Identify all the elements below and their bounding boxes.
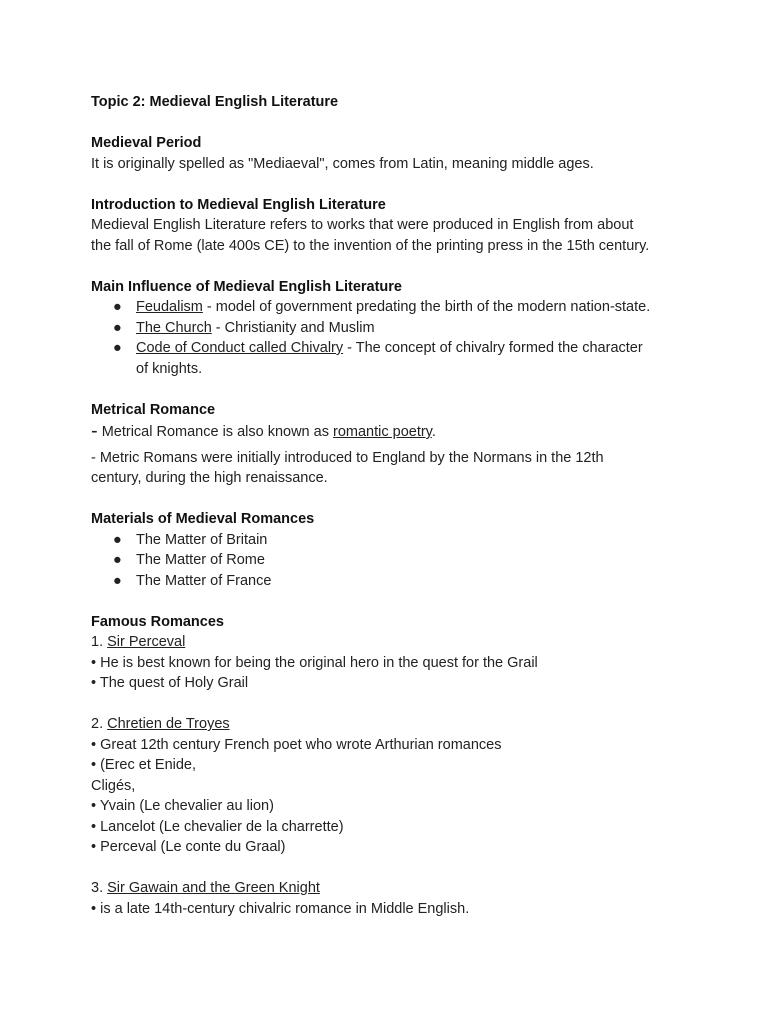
material-item: The Matter of France xyxy=(136,572,272,589)
romance-1-line: • The quest of Holy Grail xyxy=(91,675,249,691)
romance-1-title-line xyxy=(91,632,691,653)
influence-term-feudalism: Feudalism xyxy=(136,299,203,315)
document-title: Topic 2: Medieval English Literature xyxy=(91,94,339,110)
influence-desc: - The concept of chivalry formed the character xyxy=(343,340,643,356)
list-item xyxy=(91,318,691,339)
metrical-romance-line-2: - Metric Romans were initially introduced to England by the Normans in the 12th xyxy=(91,449,604,466)
romance-2-line: Cligés, xyxy=(91,777,136,794)
romance-2-title-line xyxy=(91,714,691,735)
romance-2-line: • Lancelot (Le chevalier de la charrette) xyxy=(91,818,344,835)
romance-2-line: • (Erec et Enide, xyxy=(91,757,197,773)
list-item xyxy=(91,338,691,379)
romance-title-chretien-de-troyes: Chretien de Troyes xyxy=(107,716,230,732)
introduction-line-1: Medieval English Literature refers to works that were produced in English from about xyxy=(91,217,634,233)
romance-3-line: • is a late 14th-century chivalric romance in Middle English. xyxy=(91,900,470,917)
romance-2-line: • Yvain (Le chevalier au lion) xyxy=(91,798,274,814)
document-body xyxy=(91,92,691,919)
main-influence-heading: Main Influence of Medieval English Literature xyxy=(91,278,402,295)
bullet-icon: ● xyxy=(113,531,122,548)
list-item xyxy=(91,550,691,571)
metrical-romance-line-1 xyxy=(91,420,691,448)
romance-1-line: • He is best known for being the original hero in the quest for the Grail xyxy=(91,654,538,671)
introduction-heading: Introduction to Medieval English Literature xyxy=(91,196,386,213)
metrical-romance-text: Metrical Romance is also known as xyxy=(97,424,333,440)
metrical-romance-line-3: century, during the high renaissance. xyxy=(91,470,328,486)
bullet-icon: ● xyxy=(113,552,122,568)
influence-term-chivalry: Code of Conduct called Chivalry xyxy=(136,340,344,356)
influence-desc: - Christianity and Muslim xyxy=(211,319,375,336)
list-item xyxy=(91,297,691,318)
list-item xyxy=(91,571,691,592)
romance-number: 3. xyxy=(91,880,108,896)
sentence-end: . xyxy=(431,424,436,440)
introduction-line-2: the fall of Rome (late 400s CE) to the invention of the printing press in the 15th century. xyxy=(91,237,650,254)
influence-desc: - model of government predating the birth of the modern nation-state. xyxy=(202,299,651,315)
metrical-romance-heading: Metrical Romance xyxy=(91,401,216,418)
famous-romances-heading: Famous Romances xyxy=(91,613,224,630)
materials-heading: Materials of Medieval Romances xyxy=(91,511,315,527)
bullet-icon: ● xyxy=(113,319,122,336)
dash-marker: - xyxy=(91,420,98,442)
romance-number: 1. xyxy=(91,634,108,650)
material-item: The Matter of Rome xyxy=(136,552,265,568)
bullet-icon: ● xyxy=(113,340,122,356)
main-influence-list xyxy=(91,297,691,379)
medieval-period-heading: Medieval Period xyxy=(91,135,202,151)
bullet-icon: ● xyxy=(113,572,122,589)
romance-number: 2. xyxy=(91,716,108,732)
romantic-poetry-term: romantic poetry xyxy=(333,424,432,440)
romance-2-line: • Great 12th century French poet who wrote Arthurian romances xyxy=(91,736,502,753)
medieval-period-text: It is originally spelled as "Mediaeval", comes from Latin, meaning middle ages. xyxy=(91,155,594,172)
material-item: The Matter of Britain xyxy=(136,531,268,548)
list-item xyxy=(91,530,691,551)
influence-term-church: The Church xyxy=(136,319,212,336)
influence-desc-continued: of knights. xyxy=(136,360,203,377)
romance-title-sir-gawain: Sir Gawain and the Green Knight xyxy=(107,880,320,896)
materials-list xyxy=(91,530,691,592)
romance-3-title-line xyxy=(91,878,691,899)
bullet-icon: ● xyxy=(113,299,122,315)
romance-title-sir-perceval: Sir Perceval xyxy=(107,634,186,650)
romance-2-line: • Perceval (Le conte du Graal) xyxy=(91,839,286,855)
